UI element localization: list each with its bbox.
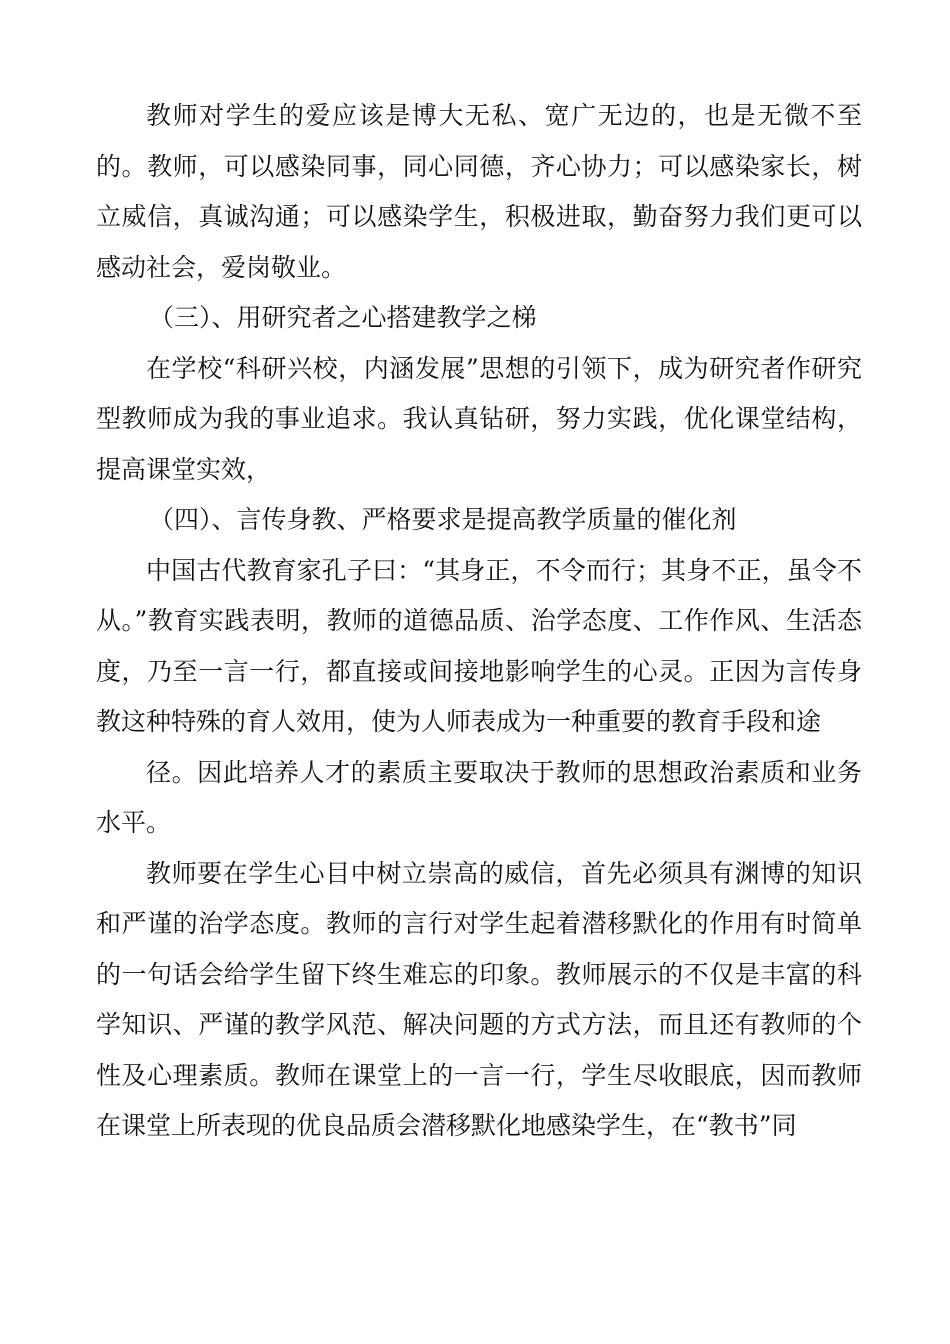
section-heading-three: （三）、用研究者之心搭建教学之梯 [149, 303, 537, 332]
section-heading-four: （四）、言传身教、严格要求是提高教学质量的催化剂 [149, 505, 737, 534]
paragraph-confucius: 中国古代教育家孔子曰：“其身正，不令而行；其身不正，虽令不从。”教育实践表明，教师的道德品质、治学态度、工作作风、生活态度，乃至一言一行，都直接或间接地影响学生的心灵。正因为言传身教这种特殊的育人效用，使为人师表成为一种重要的教育手段和途 [96, 555, 862, 736]
document-body [96, 91, 862, 1152]
paragraph-prestige: 教师要在学生心目中树立崇高的威信，首先必须具有渊博的知识和严谨的治学态度。教师的言行对学生起着潜移默化的作用有时简单的一句话会给学生留下终生难忘的印象。教师展示的不仅是丰富的科学知识、严谨的教学风范、解决问题的方式方法，而且还有教师的个性及心理素质。教师在课堂上的一言一行，学生尽收眼底，因而教师在课堂上所表现的优良品质会潜移默化地感染学生，在“教书”同 [96, 858, 862, 1140]
paragraph-teacher-love: 教师对学生的爱应该是博大无私、宽广无边的，也是无微不至的。教师，可以感染同事，同心同德，齐心协力；可以感染家长，树立威信，真诚沟通；可以感染学生，积极进取，勤奋努力我们更可以感动社会，爱岗敬业。 [96, 101, 862, 282]
paragraph-quality: 径。因此培养人才的素质主要取决于教师的思想政治素质和业务水平。 [96, 757, 862, 837]
paragraph-research: 在学校“科研兴校，内涵发展”思想的引领下，成为研究者作研究型教师成为我的事业追求。我认真钻研，努力实践，优化课堂结构，提高课堂实效， [96, 353, 862, 484]
